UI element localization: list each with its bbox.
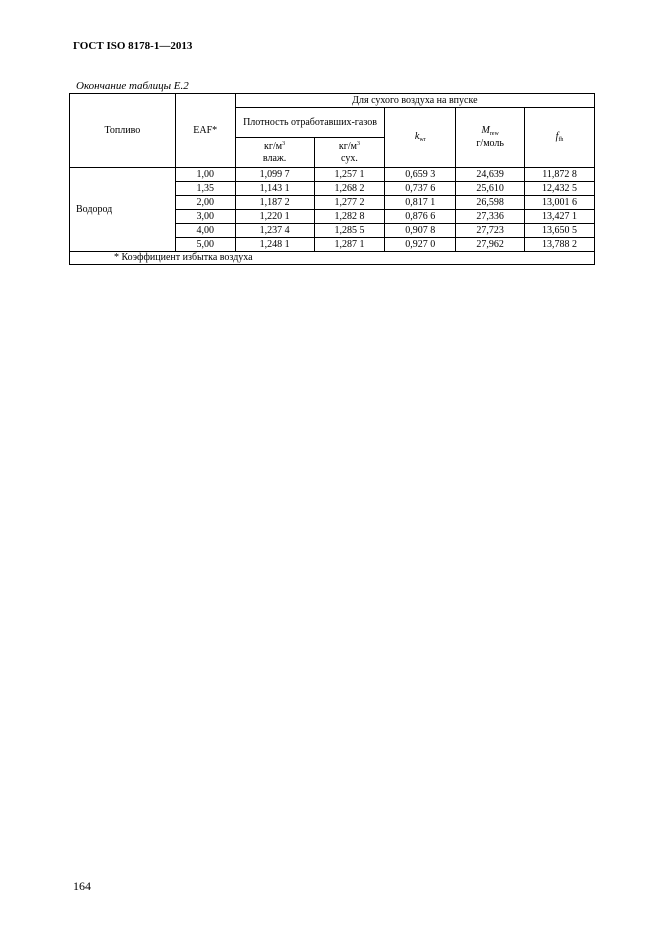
- table-body: [70, 168, 595, 252]
- table-cell: 1,237 4: [235, 224, 314, 238]
- table-footnote: * Коэффициент избытка воздуха: [70, 252, 595, 265]
- table-cell: 1,220 1: [235, 210, 314, 224]
- table-cell: 0,737 6: [385, 182, 456, 196]
- table-cell: 1,248 1: [235, 238, 314, 252]
- header-density-dry: $кг/м^3$ сух.: [314, 138, 385, 168]
- table-cell: 3,00: [175, 210, 235, 224]
- header-mrew: $M_{rew}$ г/моль: [456, 108, 525, 168]
- table-cell: 25,610: [456, 182, 525, 196]
- table-cell: 1,268 2: [314, 182, 385, 196]
- header-fuel: Топливо: [70, 94, 176, 168]
- table-cell: 5,00: [175, 238, 235, 252]
- table-cell: 13,788 2: [525, 238, 595, 252]
- table-cell: 13,001 6: [525, 196, 595, 210]
- header-ffh: $f_{fh}$: [525, 108, 595, 168]
- table-cell: 0,907 8: [385, 224, 456, 238]
- table-cell: 0,876 6: [385, 210, 456, 224]
- table-cell: 1,143 1: [235, 182, 314, 196]
- table-caption: Окончание таблицы Е.2: [76, 80, 189, 92]
- table-cell: 0,659 3: [385, 168, 456, 182]
- table-row: [70, 168, 595, 182]
- document-header: ГОСТ ISO 8178-1—2013: [73, 40, 193, 52]
- table-cell: 1,285 5: [314, 224, 385, 238]
- fuel-cell: Водород: [70, 168, 176, 252]
- table-cell: 27,723: [456, 224, 525, 238]
- table-cell: 13,427 1: [525, 210, 595, 224]
- header-exhaust-density: Плотность отработавших-газов: [235, 108, 385, 138]
- table-cell: 1,257 1: [314, 168, 385, 182]
- table-cell: 27,336: [456, 210, 525, 224]
- data-table: [69, 93, 595, 265]
- table-cell: 27,962: [456, 238, 525, 252]
- table-cell: 1,187 2: [235, 196, 314, 210]
- header-density-wet: $кг/м^3$ влаж.: [235, 138, 314, 168]
- table-cell: 0,927 0: [385, 238, 456, 252]
- table-cell: 1,00: [175, 168, 235, 182]
- table-cell: 1,277 2: [314, 196, 385, 210]
- table-cell: 1,287 1: [314, 238, 385, 252]
- table-cell: 11,872 8: [525, 168, 595, 182]
- table-cell: 1,35: [175, 182, 235, 196]
- table-cell: 26,598: [456, 196, 525, 210]
- table-cell: 4,00: [175, 224, 235, 238]
- header-eaf: EAF*: [175, 94, 235, 168]
- table-cell: 2,00: [175, 196, 235, 210]
- header-dry-air-group: Для сухого воздуха на впуске: [235, 94, 594, 108]
- table-cell: 24,639: [456, 168, 525, 182]
- table-cell: 1,282 8: [314, 210, 385, 224]
- table-cell: 12,432 5: [525, 182, 595, 196]
- table-cell: 0,817 1: [385, 196, 456, 210]
- header-kwr: $k_{wr}$: [385, 108, 456, 168]
- table-cell: 13,650 5: [525, 224, 595, 238]
- page-number: 164: [73, 879, 91, 893]
- table-cell: 1,099 7: [235, 168, 314, 182]
